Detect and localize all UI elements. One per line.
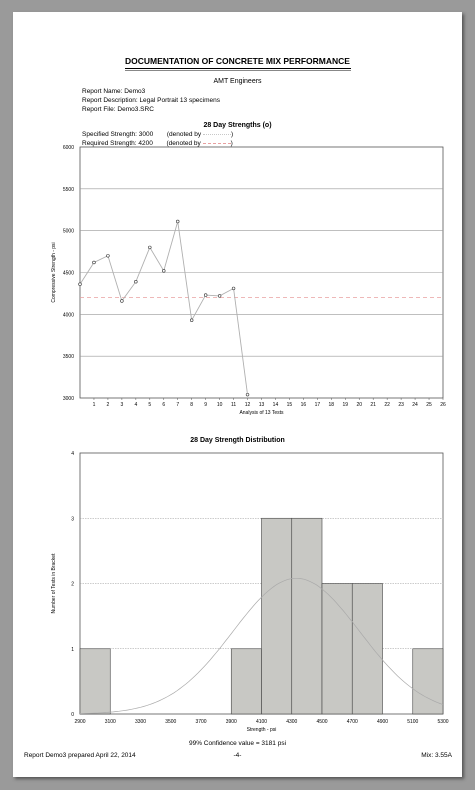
footer-mix: Mix: 3.55A xyxy=(421,752,452,759)
x-tick-label: 1 xyxy=(92,402,96,408)
x-tick-label: 13 xyxy=(258,402,265,408)
x-tick-label: 11 xyxy=(230,402,237,408)
x-tick-label: 4900 xyxy=(376,719,389,725)
specified-strength-note: (denoted by xyxy=(166,131,202,138)
y-tick-label: 0 xyxy=(71,712,74,718)
x-tick-label: 3 xyxy=(120,402,124,408)
x-tick-label: 20 xyxy=(356,402,363,408)
histogram-bar xyxy=(231,649,261,714)
histogram-bar xyxy=(262,518,292,714)
histogram-bar xyxy=(352,584,382,715)
strength-histogram xyxy=(13,12,462,777)
x-tick-label: 25 xyxy=(426,402,432,408)
x-tick-label: 26 xyxy=(440,402,446,408)
y-tick-label: 1 xyxy=(71,646,74,653)
specified-close-paren: ) xyxy=(230,131,234,138)
x-tick-label: 9 xyxy=(204,402,208,408)
x-tick-label: 24 xyxy=(412,402,418,408)
histogram-bar xyxy=(80,649,110,714)
x-tick-label: 4300 xyxy=(286,719,298,725)
footer-prepared: Report Demo3 prepared April 22, 2014 xyxy=(24,752,136,759)
required-strength-label: Required Strength: 4200 xyxy=(82,140,153,147)
x-tick-label: 4700 xyxy=(346,719,358,725)
x-tick-label: 17 xyxy=(314,402,321,408)
x-tick-label: 22 xyxy=(384,402,390,408)
y-tick-label: 4000 xyxy=(62,312,74,319)
x-tick-label: 3700 xyxy=(195,719,207,725)
distribution-chart-title: 28 Day Strength Distribution xyxy=(190,437,285,444)
x-tick-label: 12 xyxy=(244,402,251,408)
y-tick-label: 3000 xyxy=(62,396,74,402)
x-tick-label: 5 xyxy=(148,402,152,408)
x-axis-label: Strength - psi xyxy=(246,727,277,733)
x-tick-label: 23 xyxy=(398,402,404,408)
y-tick-label: 4 xyxy=(71,451,74,457)
x-tick-label: 14 xyxy=(272,402,279,408)
x-tick-label: 4 xyxy=(134,402,138,408)
report-title: DOCUMENTATION OF CONCRETE MIX PERFORMANCE xyxy=(125,56,350,66)
strength-chart-title: 28 Day Strengths (o) xyxy=(203,122,272,129)
y-tick-label: 3 xyxy=(71,516,74,523)
x-tick-label: 16 xyxy=(300,402,307,408)
required-close-paren: ) xyxy=(230,140,233,147)
x-tick-label: 3300 xyxy=(134,719,147,725)
y-axis-label: Compressive Strength - psi xyxy=(51,242,57,303)
report-description: Report Description: Legal Portrait 13 specimens xyxy=(82,97,221,104)
x-tick-label: 3500 xyxy=(165,719,177,725)
histogram-bar xyxy=(292,518,322,714)
x-tick-label: 10 xyxy=(216,402,223,408)
y-tick-label: 3500 xyxy=(62,354,74,361)
x-tick-label: 21 xyxy=(370,402,376,408)
y-tick-label: 6000 xyxy=(62,145,74,151)
y-tick-label: 5500 xyxy=(62,186,74,193)
x-tick-label: 8 xyxy=(190,402,194,408)
x-tick-label: 6 xyxy=(162,402,166,408)
x-axis-label: Analysis of 13 Tests xyxy=(239,410,284,416)
x-tick-label: 5300 xyxy=(437,719,449,725)
x-tick-label: 7 xyxy=(176,402,180,408)
specified-strength-label: Specified Strength: 3000 xyxy=(82,131,154,138)
required-strength-note: (denoted by xyxy=(166,140,201,147)
x-tick-label: 3100 xyxy=(104,719,116,725)
y-tick-label: 2 xyxy=(71,581,74,588)
histogram-bar xyxy=(413,649,443,714)
footer-page-number: -4- xyxy=(233,752,242,759)
y-axis-label: Number of Tests in Bracket xyxy=(51,553,57,614)
x-tick-label: 19 xyxy=(342,402,349,408)
report-page xyxy=(13,12,462,777)
x-tick-label: 2900 xyxy=(74,719,86,725)
x-tick-label: 4100 xyxy=(255,719,268,725)
x-tick-label: 2 xyxy=(106,402,110,408)
x-tick-label: 5100 xyxy=(407,719,419,725)
confidence-value: 99% Confidence value = 3181 psi xyxy=(188,740,287,747)
x-tick-label: 18 xyxy=(328,402,335,408)
y-tick-label: 5000 xyxy=(62,228,74,235)
x-tick-label: 4500 xyxy=(316,719,328,725)
y-tick-label: 4500 xyxy=(62,270,74,277)
report-file: Report File: Demo3.SRC xyxy=(82,106,154,113)
report-name: Report Name: Demo3 xyxy=(82,88,146,95)
company-name: AMT Engineers xyxy=(213,78,262,85)
x-tick-label: 3900 xyxy=(225,719,237,725)
x-tick-label: 15 xyxy=(286,402,293,408)
histogram-bar xyxy=(322,584,352,715)
